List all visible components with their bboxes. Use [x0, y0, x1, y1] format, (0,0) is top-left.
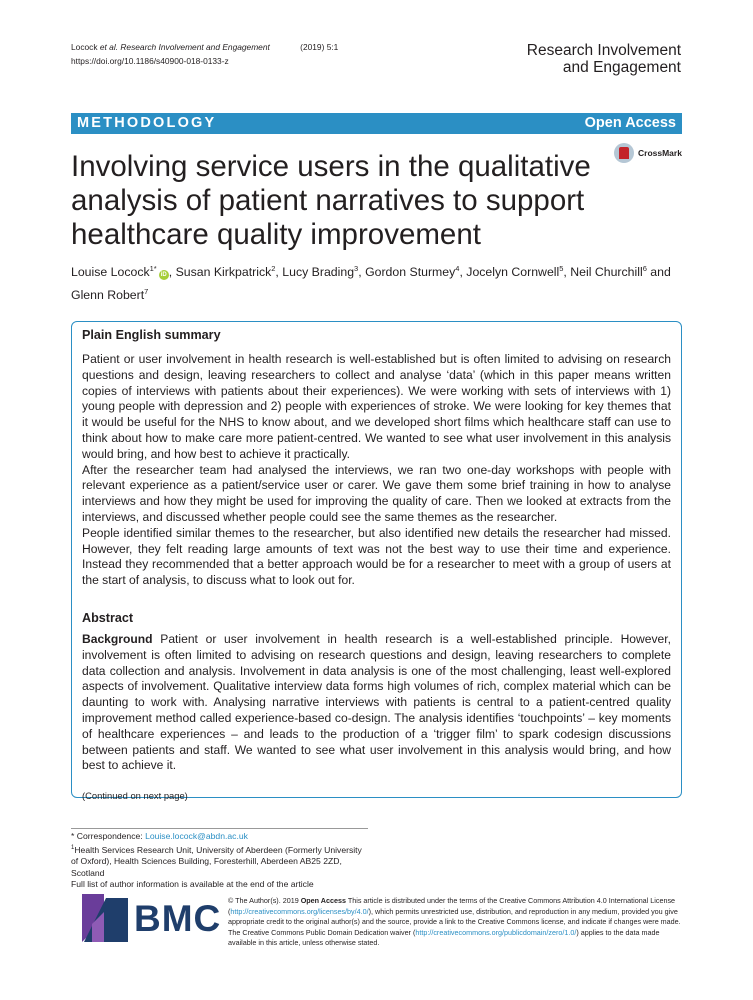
cc-zero-waiver-link[interactable]: http://creativecommons.org/publicdomain/zero/1.0/: [415, 927, 577, 937]
author-name[interactable]: Gordon Sturmey: [365, 265, 456, 280]
bmc-logo[interactable]: [82, 894, 222, 944]
license-text-2: ), which permits unrestricted use, distribution, and reproduction in any medium, provided you give appropriate credit to the original author(s) and the source, provide a link to the Creative Commons license, and indicate if changes were made. The Creative Commons Public Domain Dedication waiver (: [228, 906, 681, 937]
citation-journal: Research Involvement and Engagement: [120, 42, 270, 52]
license-text-1: This article is distributed under the terms of the Creative Commons Attribution 4.0 International License (: [228, 896, 676, 916]
bmc-logo-mark-icon: [82, 894, 130, 944]
license-statement: [228, 896, 683, 949]
author-name[interactable]: Neil Churchill: [570, 265, 643, 280]
author-name[interactable]: Glenn Robert: [71, 288, 145, 303]
summary-paragraph: After the researcher team had analysed the interviews, we ran two one-day workshops with people with relevant experience as a patient/service user or carer. We gave them some brief training in how to analyse interviews and how they might be used for improving the quality of care. Then we looked at extracts from the interviews, and discussed whether people could see the same themes as the researcher.: [82, 462, 671, 524]
license-open-access: Open Access: [300, 896, 346, 905]
license-text-3: ) applies to the data made available in this article, unless otherwise stated.: [228, 927, 660, 947]
author-affiliation: 6: [642, 264, 647, 273]
crossmark-label: CrossMark: [638, 148, 682, 158]
orcid-icon[interactable]: iD: [160, 272, 167, 279]
author-name[interactable]: Susan Kirkpatrick: [175, 265, 272, 280]
author-affiliation: 4: [455, 264, 460, 273]
author-name[interactable]: Louise Locock: [71, 265, 150, 280]
author-affiliation: 5: [559, 264, 564, 273]
affiliation-line: [71, 843, 371, 880]
full-author-info-note: Full list of author information is available at the end of the article: [71, 879, 314, 890]
correspondence-line: [71, 831, 371, 843]
article-title: Involving service users in the qualitative analysis of patient narratives to support healthcare quality improvement: [71, 150, 591, 251]
cc-by-license-link[interactable]: http://creativecommons.org/licenses/by/4.0/: [230, 906, 369, 916]
journal-title-line1: Research Involvement: [526, 42, 681, 59]
author-list: Louise Locock$^{1*}$iD , Susan Kirkpatrick$^2$, Lucy Brading$^3$, Gordon Sturmey$^4$, Jocelyn Cornwell$^5$, Neil Churchill$^6$ and Glenn Robert$^7$: [71, 264, 671, 303]
background-label: Background: [82, 631, 153, 646]
plain-english-summary: [82, 352, 671, 589]
affiliation-number: 1: [71, 844, 75, 851]
footnotes: [71, 831, 371, 891]
author-name[interactable]: Jocelyn Cornwell: [466, 265, 560, 280]
copyright-text: © The Author(s). 2019: [228, 896, 299, 905]
abstract-background: [82, 632, 671, 774]
citation-header: [71, 40, 338, 68]
journal-title: [527, 42, 681, 76]
article-type-bar: [71, 113, 682, 134]
article-type: METHODOLOGY: [77, 115, 217, 131]
affiliation-text: Health Services Research Unit, University of Aberdeen (Formerly University of Oxford), Health Sciences Building, Foresterhill, Aberdeen AB25 2ZD, Scotland: [71, 844, 362, 878]
citation-line: [71, 40, 338, 54]
continued-note: (Continued on next page): [82, 790, 188, 802]
correspondence-label: * Correspondence:: [71, 831, 143, 841]
correspondence-email-link[interactable]: Louise.locock@abdn.ac.uk: [145, 831, 248, 841]
authors-and: and: [650, 265, 671, 280]
author-affiliation: 3: [354, 264, 359, 273]
open-access-badge: Open Access: [584, 115, 676, 131]
bmc-logo-text: BMC: [134, 898, 222, 939]
author-affiliation: 1*: [149, 264, 157, 273]
summary-abstract-box: [71, 321, 682, 802]
author-affiliation: 7: [144, 287, 149, 297]
plain-english-summary-heading: Plain English summary: [82, 328, 221, 342]
background-text: Patient or user involvement in health research is a well-established principle. However, involvement is often limited to advising on research questions and design, leaving researchers to complete data collection and analysis. Involvement in data analysis is one of the most challenging, least well-explored aspects of involvement. Qualitative interview data forms high volumes of rich, complex material which can be daunting to work with. Analysing narrative interviews with patients is central to a patient-centred quality improvement method called experience-based co-design. The analysis identifies ‘touchpoints’ – key moments of healthcare experiences – and leads to the production of a ‘trigger film’ to spark codesign discussions between patients and staff. We wanted to see what user involvement in this analysis would bring, and how best to achieve it.: [82, 631, 671, 773]
abstract-heading: Abstract: [82, 610, 134, 625]
citation-authors: Locock: [71, 42, 98, 52]
crossmark-badge[interactable]: [614, 143, 682, 165]
doi-link[interactable]: https://doi.org/10.1186/s40900-018-0133-z: [71, 56, 229, 66]
summary-paragraph: People identified similar themes to the researcher, but also identified new details the researcher had missed. However, they felt reading large amounts of text was not the best way to use their time and experience. Instead they recommended that a better approach would be for a researcher to meet with a group of users at the start of analysis, to discuss what to look out for.: [82, 525, 671, 588]
journal-title-line2: and Engagement: [562, 59, 681, 76]
citation-etal: et al.: [99, 42, 119, 52]
box-content: [82, 326, 671, 801]
crossmark-bookmark-icon: [619, 147, 629, 159]
author-name[interactable]: Lucy Brading: [282, 265, 355, 280]
citation-year: (2019) 5:1: [300, 42, 339, 52]
footnote-divider: [71, 828, 368, 829]
summary-paragraph: Patient or user involvement in health research is well-established but is often limited to advising on research questions and design, leaving researchers to collect and analyse ‘data’ (which in this paper means written copies of interviews with patients about their experiences). We were working with sets of interviews with 1) young people with depression and 2) people with experiences of stroke. We were looking for key themes that it would be useful for the NHS to know about, and we developed short films which healthcare staff can use to think about how to make care more patient-centred. We wanted to see what user involvement in this analysis would bring, and how best to achieve it practically.: [82, 352, 671, 461]
author-affiliation: 2: [271, 264, 276, 273]
